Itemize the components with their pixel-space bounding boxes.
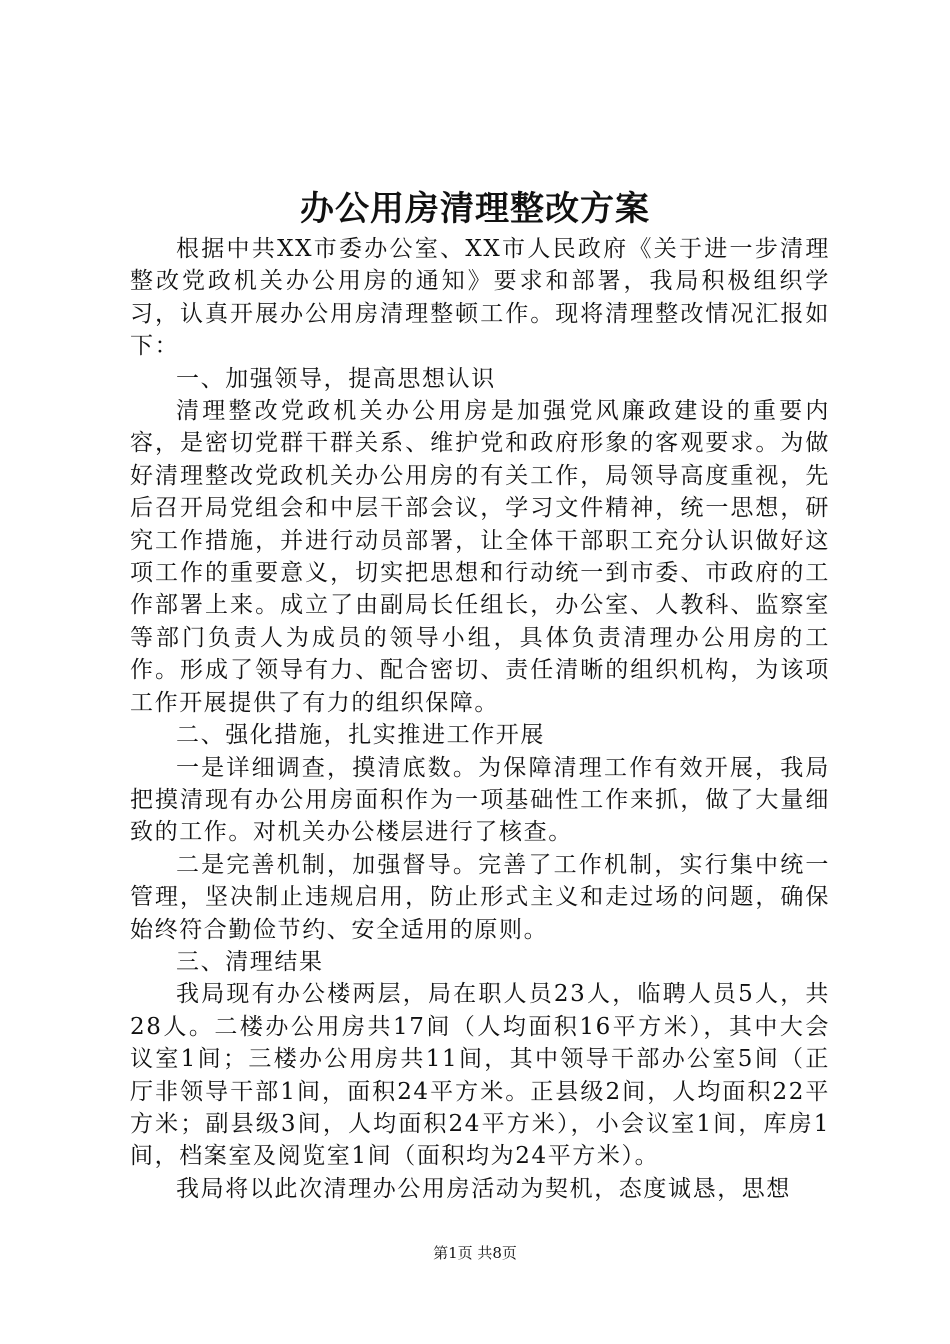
section-heading-3: 三、清理结果	[176, 948, 324, 975]
section-heading-1: 一、加强领导，提高思想认识	[176, 365, 496, 392]
document-title: 办公用房清理整改方案	[300, 189, 650, 229]
section-heading-2: 二、强化措施，扎实推进工作开展	[176, 722, 545, 749]
intro-paragraph: 根据中共XX市委办公室、XX市人民政府《关于进一步清理整改党政机关办公用房的通知》要求和部署，我局积极组织学习，认真开展办公用房清理整顿工作。现将清理整改情况汇报如下：	[130, 236, 830, 360]
page-number: 第1页 共8页	[433, 1244, 517, 1262]
document-body	[130, 233, 830, 1205]
closing-paragraph: 我局将以此次清理办公用房活动为契机，态度诚恳，思想	[176, 1175, 791, 1202]
section-2-paragraph-1: 一是详细调查，摸清底数。为保障清理工作有效开展，我局把摸清现有办公用房面积作为一项基础性工作来抓，做了大量细致的工作。对机关办公楼层进行了核查。	[130, 754, 830, 846]
section-1-paragraph: 清理整改党政机关办公用房是加强党风廉政建设的重要内容，是密切党群干群关系、维护党和政府形象的客观要求。为做好清理整改党政机关办公用房的有关工作，局领导高度重视，先后召开局党组会和中层干部会议，学习文件精神，统一思想，研究工作措施，并进行动员部署，让全体干部职工充分认识做好这项工作的重要意义，切实把思想和行动统一到市委、市政府的工作部署上来。成立了由副局长任组长，办公室、人教科、监察室等部门负责人为成员的领导小组，具体负责清理办公用房的工作。形成了领导有力、配合密切、责任清晰的组织机构，为该项工作开展提供了有力的组织保障。	[130, 398, 830, 716]
section-3-paragraph: 我局现有办公楼两层，局在职人员23人，临聘人员5人，共28人。二楼办公用房共17间（人均面积16平方米），其中大会议室1间；三楼办公用房共11间，其中领导干部办公室5间（正厅非领导干部1间，面积24平方米。正县级2间，人均面积22平方米；副县级3间，人均面积24平方米），小会议室1间，库房1间，档案室及阅览室1间（面积均为24平方米）。	[130, 981, 830, 1170]
section-2-paragraph-2: 二是完善机制，加强督导。完善了工作机制，实行集中统一管理，坚决制止违规启用，防止形式主义和走过场的问题，确保始终符合勤俭节约、安全适用的原则。	[130, 851, 830, 943]
